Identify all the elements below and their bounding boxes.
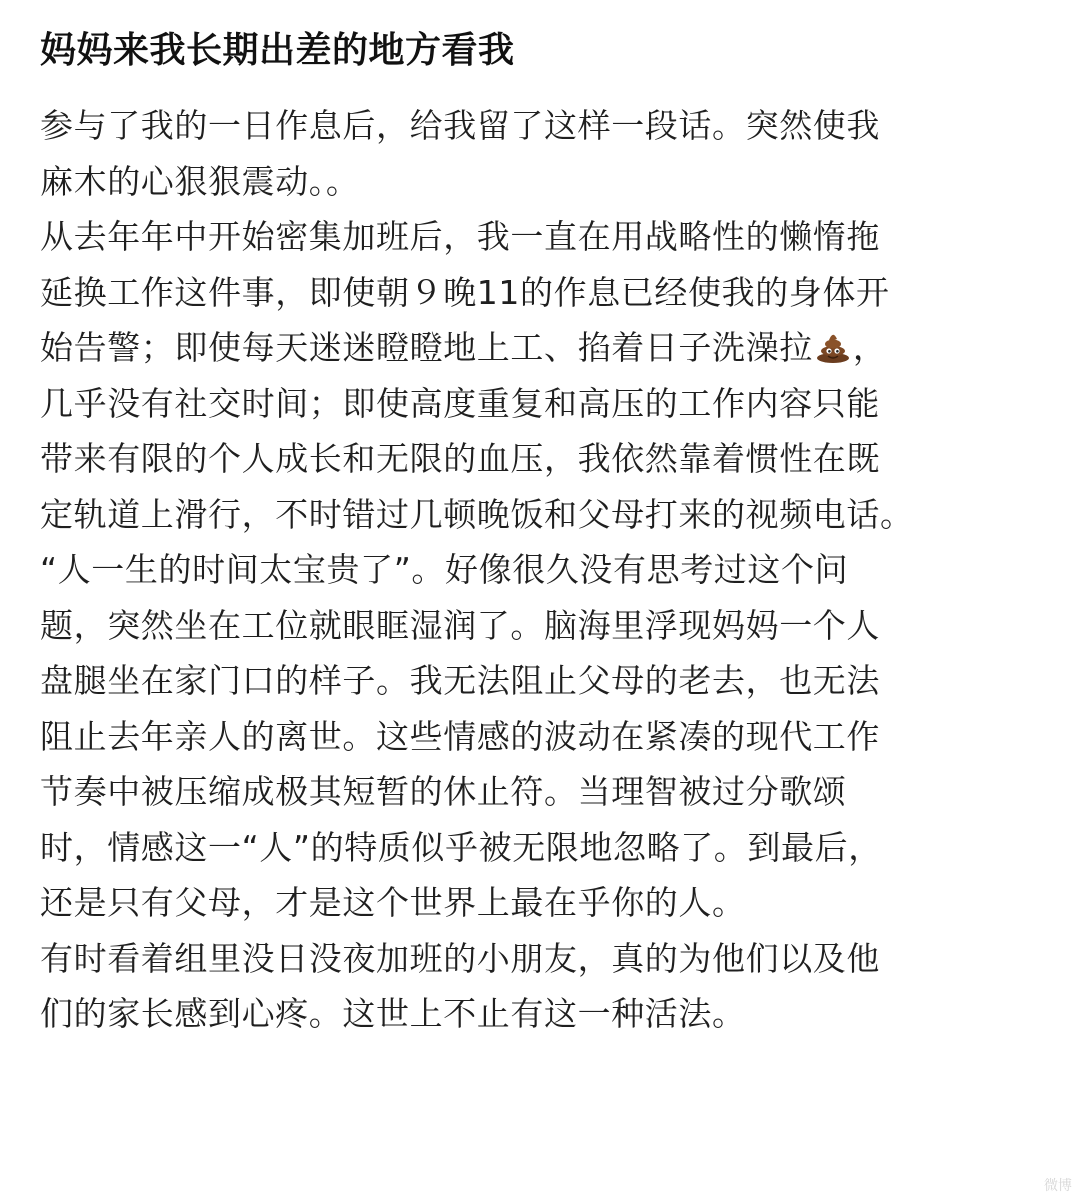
body-line: 几乎没有社交时间；即使高度重复和高压的工作内容只能 xyxy=(40,383,880,423)
body-line: 从去年年中开始密集加班后，我一直在用战略性的懒惰拖 xyxy=(40,217,880,256)
body-line: 带来有限的个人成长和无限的血压，我依然靠着惯性在既 xyxy=(40,439,880,478)
body-line-with-emoji xyxy=(40,320,1050,376)
body-line-text: ， xyxy=(852,328,887,367)
body-line: 盘腿坐在家门口的样子。我无法阻止父母的老去，也无法 xyxy=(40,661,880,700)
body-line: 延换工作这件事，即使朝９晚11的作息已经使我的身体开 xyxy=(40,272,890,312)
post-title: 妈妈来我长期出差的地方看我 xyxy=(40,30,515,71)
body-line: 定轨道上滑行，不时错过几顿晚饭和父母打来的视频电话。 xyxy=(40,494,914,534)
watermark-text: 微博 xyxy=(1044,1178,1072,1194)
body-line: “人一生的时间太宝贵了”。好像很久没有思考过这个问 xyxy=(40,550,849,589)
body-line: 还是只有父母，才是这个世界上最在乎你的人。 xyxy=(40,883,746,922)
body-line: 参与了我的一日作息后，给我留了这样一段话。突然使我 xyxy=(40,106,880,145)
body-line: 题，突然坐在工位就眼眶湿润了。脑海里浮现妈妈一个人 xyxy=(40,605,880,645)
body-line: 时，情感这一“人”的特质似乎被无限地忽略了。到最后， xyxy=(40,827,882,867)
weibo-watermark xyxy=(1000,1174,1072,1196)
body-line: 麻木的心狠狠震动。。 xyxy=(40,161,360,201)
post-body xyxy=(40,98,1050,1042)
body-line: 阻止去年亲人的离世。这些情感的波动在紧凑的现代工作 xyxy=(40,716,880,756)
body-line-text: 始告警；即使每天迷迷瞪瞪地上工、掐着日子洗澡拉 xyxy=(40,328,813,367)
body-line: 节奏中被压缩成极其短暂的休止符。当理智被过分歌颂 xyxy=(40,772,847,811)
body-line: 们的家长感到心疼。这世上不止有这一种活法。 xyxy=(40,994,746,1033)
post-content xyxy=(40,22,1050,1042)
poop-emoji-icon xyxy=(815,324,851,356)
body-line: 有时看着组里没日没夜加班的小朋友，真的为他们以及他 xyxy=(40,938,880,978)
